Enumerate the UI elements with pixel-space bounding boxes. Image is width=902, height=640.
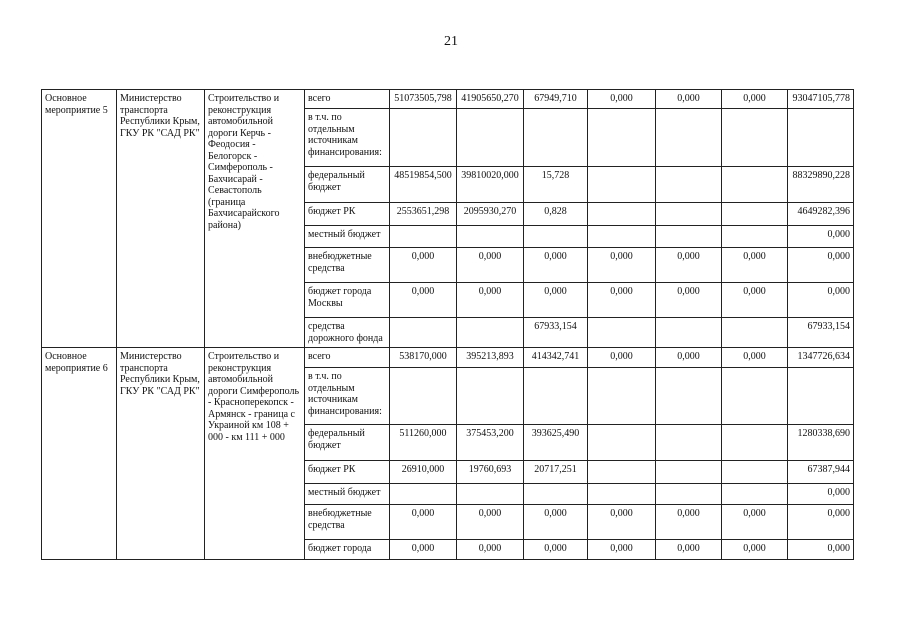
value-cell: [457, 226, 524, 248]
funding-source-label: в т.ч. по отдельным источникам финансирования:: [305, 109, 390, 167]
value-cell: [588, 226, 656, 248]
value-cell: 51073505,798: [390, 90, 457, 109]
value-cell: [722, 226, 788, 248]
total-value-cell: 0,000: [788, 248, 854, 283]
total-value-cell: 4649282,396: [788, 203, 854, 226]
value-cell: 39810020,000: [457, 167, 524, 203]
executor-name: Министерство транспорта Республики Крым, ГКУ РК "САД РК": [117, 90, 205, 348]
value-cell: 0,000: [722, 505, 788, 540]
value-cell: [457, 368, 524, 425]
value-cell: 67949,710: [524, 90, 588, 109]
value-cell: 0,000: [588, 248, 656, 283]
value-cell: [524, 226, 588, 248]
value-cell: 0,000: [722, 540, 788, 560]
total-value-cell: 0,000: [788, 283, 854, 318]
value-cell: [390, 318, 457, 348]
value-cell: 0,000: [656, 90, 722, 109]
funding-source-label: всего: [305, 90, 390, 109]
total-value-cell: 1347726,634: [788, 348, 854, 368]
value-cell: 395213,893: [457, 348, 524, 368]
value-cell: [524, 368, 588, 425]
value-cell: 0,000: [722, 348, 788, 368]
funding-source-label: бюджет РК: [305, 203, 390, 226]
value-cell: 0,000: [390, 505, 457, 540]
value-cell: [722, 109, 788, 167]
total-value-cell: 1280338,690: [788, 425, 854, 461]
value-cell: [588, 109, 656, 167]
value-cell: [390, 109, 457, 167]
value-cell: 0,000: [457, 540, 524, 560]
value-cell: [656, 167, 722, 203]
value-cell: 0,000: [457, 283, 524, 318]
total-value-cell: 0,000: [788, 540, 854, 560]
value-cell: [588, 425, 656, 461]
value-cell: 20717,251: [524, 461, 588, 484]
value-cell: [524, 109, 588, 167]
value-cell: 0,000: [656, 248, 722, 283]
value-cell: 0,000: [656, 505, 722, 540]
table-row: [42, 348, 854, 368]
table-row: [42, 90, 854, 109]
value-cell: 0,000: [588, 505, 656, 540]
value-cell: [722, 318, 788, 348]
value-cell: [656, 368, 722, 425]
value-cell: 538170,000: [390, 348, 457, 368]
value-cell: [656, 203, 722, 226]
value-cell: 26910,000: [390, 461, 457, 484]
value-cell: [457, 484, 524, 505]
value-cell: 0,000: [390, 540, 457, 560]
value-cell: 0,000: [722, 283, 788, 318]
funding-source-label: бюджет города Москвы: [305, 283, 390, 318]
value-cell: 0,000: [524, 540, 588, 560]
value-cell: 0,000: [524, 283, 588, 318]
value-cell: [588, 368, 656, 425]
value-cell: [656, 484, 722, 505]
value-cell: 0,000: [722, 90, 788, 109]
value-cell: [722, 425, 788, 461]
funding-source-label: в т.ч. по отдельным источникам финансирования:: [305, 368, 390, 425]
value-cell: [722, 484, 788, 505]
value-cell: [656, 425, 722, 461]
value-cell: 0,000: [656, 283, 722, 318]
funding-source-label: местный бюджет: [305, 484, 390, 505]
total-value-cell: 93047105,778: [788, 90, 854, 109]
value-cell: [656, 226, 722, 248]
value-cell: 0,000: [588, 540, 656, 560]
value-cell: [588, 167, 656, 203]
total-value-cell: [788, 109, 854, 167]
value-cell: 48519854,500: [390, 167, 457, 203]
funding-source-label: бюджет РК: [305, 461, 390, 484]
funding-source-label: бюджет города: [305, 540, 390, 560]
value-cell: [390, 226, 457, 248]
event-name: Основное мероприятие 5: [42, 90, 117, 348]
value-cell: [588, 461, 656, 484]
value-cell: [722, 203, 788, 226]
total-value-cell: [788, 368, 854, 425]
value-cell: 0,000: [656, 348, 722, 368]
value-cell: [656, 461, 722, 484]
total-value-cell: 0,000: [788, 226, 854, 248]
value-cell: 2553651,298: [390, 203, 457, 226]
funding-source-label: всего: [305, 348, 390, 368]
value-cell: 0,000: [588, 348, 656, 368]
value-cell: 15,728: [524, 167, 588, 203]
funding-source-label: федеральный бюджет: [305, 425, 390, 461]
financing-table: [41, 89, 854, 560]
funding-source-label: федеральный бюджет: [305, 167, 390, 203]
value-cell: [457, 318, 524, 348]
value-cell: 2095930,270: [457, 203, 524, 226]
value-cell: [588, 318, 656, 348]
event-name: Основное мероприятие 6: [42, 348, 117, 560]
value-cell: [588, 484, 656, 505]
funding-source-label: местный бюджет: [305, 226, 390, 248]
value-cell: 0,000: [390, 248, 457, 283]
value-cell: 375453,200: [457, 425, 524, 461]
page-number: 21: [444, 34, 458, 49]
value-cell: [390, 368, 457, 425]
value-cell: [457, 109, 524, 167]
total-value-cell: 0,000: [788, 505, 854, 540]
value-cell: [656, 109, 722, 167]
funding-source-label: внебюджетные средства: [305, 505, 390, 540]
value-cell: 0,000: [524, 248, 588, 283]
total-value-cell: 0,000: [788, 484, 854, 505]
value-cell: 0,000: [588, 90, 656, 109]
value-cell: 0,000: [722, 248, 788, 283]
value-cell: 0,000: [457, 505, 524, 540]
funding-source-label: внебюджетные средства: [305, 248, 390, 283]
measure-description: Строительство и реконструкция автомобильной дороги Симферополь - Красноперекопск - Армянск - граница с Украиной км 108 + 000 - км 111 + 000: [205, 348, 305, 560]
total-value-cell: 67933,154: [788, 318, 854, 348]
value-cell: [588, 203, 656, 226]
value-cell: 414342,741: [524, 348, 588, 368]
value-cell: 67933,154: [524, 318, 588, 348]
measure-description: Строительство и реконструкция автомобильной дороги Керчь - Феодосия - Белогорск - Симферополь - Бахчисарай - Севастополь (граница Бахчисарайского района): [205, 90, 305, 348]
executor-name: Министерство транспорта Республики Крым, ГКУ РК "САД РК": [117, 348, 205, 560]
total-value-cell: 88329890,228: [788, 167, 854, 203]
value-cell: 0,000: [588, 283, 656, 318]
value-cell: [656, 318, 722, 348]
value-cell: 393625,490: [524, 425, 588, 461]
funding-source-label: средства дорожного фонда: [305, 318, 390, 348]
value-cell: 0,000: [390, 283, 457, 318]
value-cell: [390, 484, 457, 505]
value-cell: 0,000: [457, 248, 524, 283]
value-cell: 0,000: [656, 540, 722, 560]
value-cell: [524, 484, 588, 505]
value-cell: [722, 461, 788, 484]
value-cell: 19760,693: [457, 461, 524, 484]
value-cell: [722, 368, 788, 425]
value-cell: 41905650,270: [457, 90, 524, 109]
value-cell: 511260,000: [390, 425, 457, 461]
total-value-cell: 67387,944: [788, 461, 854, 484]
value-cell: 0,828: [524, 203, 588, 226]
value-cell: [722, 167, 788, 203]
value-cell: 0,000: [524, 505, 588, 540]
